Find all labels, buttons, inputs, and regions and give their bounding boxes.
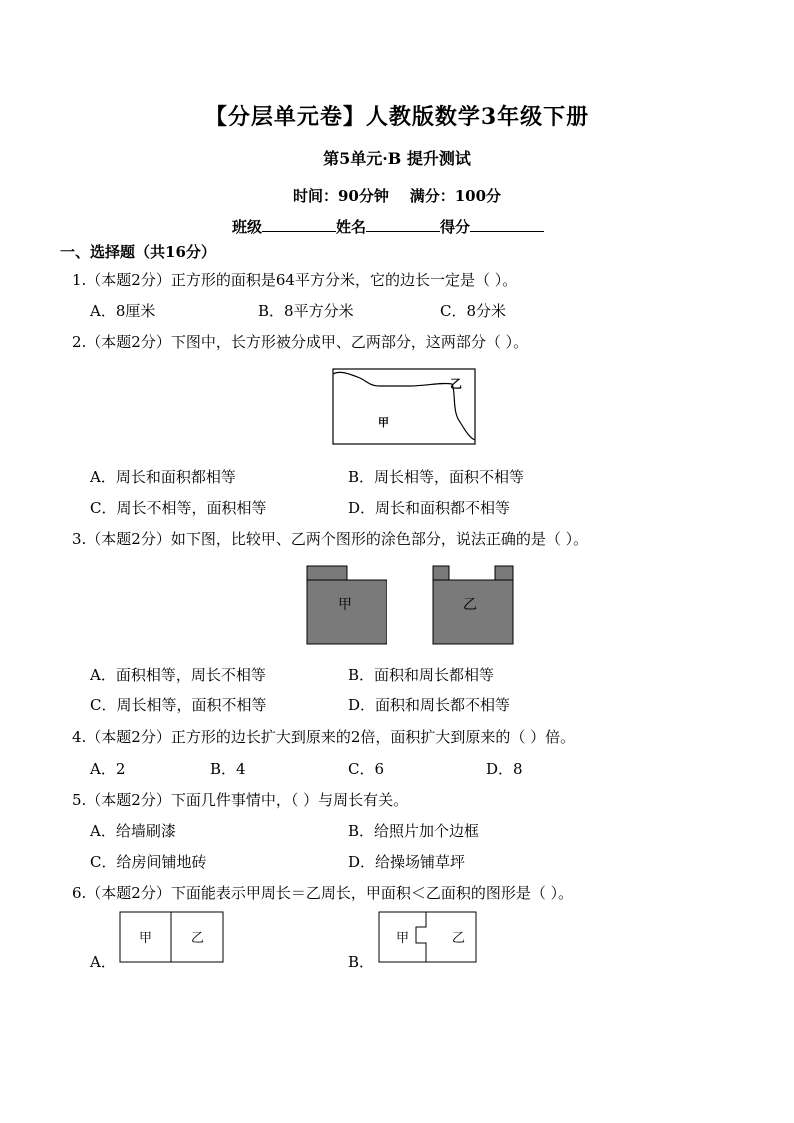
- student-info-line: [232, 216, 544, 237]
- q4-option-b[interactable]: B．4: [210, 760, 246, 778]
- q6-option-a[interactable]: A．: [90, 953, 116, 971]
- name-blank[interactable]: [366, 217, 440, 232]
- section-title: 一、选择题（共16分）: [60, 243, 216, 261]
- time-score-line: [0, 185, 794, 206]
- time-label: 时间：90分钟: [292, 187, 389, 205]
- q2-option-c[interactable]: C．周长不相等，面积相等: [90, 499, 267, 517]
- question-1: 1.（本题2分）正方形的面积是64平方分米，它的边长一定是（ ）。: [72, 271, 518, 289]
- q3-figure-jia: [305, 565, 387, 645]
- q4-option-d[interactable]: D．8: [486, 760, 523, 778]
- q6b-label-jia: 甲: [396, 931, 410, 946]
- q6a-label-yi: 乙: [191, 931, 205, 946]
- q6a-label-jia: 甲: [139, 931, 153, 946]
- q3-option-b[interactable]: B．面积和周长都相等: [348, 666, 495, 684]
- q3-label-jia: 甲: [338, 597, 352, 613]
- q3-figure-yi: [431, 565, 515, 645]
- q2-option-d[interactable]: D．周长和面积都不相等: [348, 499, 511, 517]
- q2-option-b[interactable]: B．周长相等，面积不相等: [348, 468, 525, 486]
- grade-blank[interactable]: [470, 217, 544, 232]
- name-label: 姓名: [336, 218, 367, 236]
- q5-option-a[interactable]: A．给墙刷漆: [90, 822, 176, 840]
- page-title: 【分层单元卷】人教版数学3年级下册: [204, 104, 590, 130]
- q3-option-c[interactable]: C．周长相等，面积不相等: [90, 696, 267, 714]
- q1-option-a[interactable]: A．8厘米: [90, 302, 156, 320]
- q3-option-d[interactable]: D．面积和周长都不相等: [348, 696, 511, 714]
- question-3: 3.（本题2分）如下图，比较甲、乙两个图形的涂色部分，说法正确的是（ ）。: [72, 530, 589, 548]
- q6-figure-a: [119, 911, 225, 963]
- q2-rectangle-figure: [330, 366, 480, 448]
- q1-option-b[interactable]: B．8平方分米: [258, 302, 354, 320]
- q6-option-b[interactable]: B．: [348, 953, 375, 971]
- q5-option-c[interactable]: C．给房间铺地砖: [90, 853, 207, 871]
- q2-label-jia: 甲: [378, 416, 389, 429]
- question-2: 2.（本题2分）下图中，长方形被分成甲、乙两部分，这两部分（ ）。: [72, 333, 529, 351]
- class-blank[interactable]: [262, 217, 336, 232]
- question-4: 4.（本题2分）正方形的边长扩大到原来的2倍，面积扩大到原来的（ ）倍。: [72, 728, 576, 746]
- q2-option-a[interactable]: A．周长和面积都相等: [90, 468, 236, 486]
- grade-label: 得分: [440, 218, 471, 236]
- q3-option-a[interactable]: A．面积相等，周长不相等: [90, 666, 266, 684]
- question-6: 6.（本题2分）下面能表示甲周长＝乙周长，甲面积＜乙面积的图形是（ ）。: [72, 884, 574, 902]
- class-label: 班级: [232, 218, 263, 236]
- q4-option-c[interactable]: C．6: [348, 760, 385, 778]
- q1-option-c[interactable]: C．8分米: [440, 302, 507, 320]
- q5-option-d[interactable]: D．给操场铺草坪: [348, 853, 466, 871]
- q6b-label-yi: 乙: [452, 931, 466, 946]
- unit-subtitle: 第5单元·B 提升测试: [323, 149, 471, 168]
- q6-figure-b: [378, 911, 478, 963]
- question-5: 5.（本题2分）下面几件事情中，（ ）与周长有关。: [72, 791, 409, 809]
- q3-label-yi: 乙: [463, 597, 477, 613]
- score-label: 满分：100分: [409, 187, 502, 205]
- q2-label-yi: 乙: [450, 377, 463, 391]
- q4-option-a[interactable]: A．2: [90, 760, 126, 778]
- q5-option-b[interactable]: B．给照片加个边框: [348, 822, 480, 840]
